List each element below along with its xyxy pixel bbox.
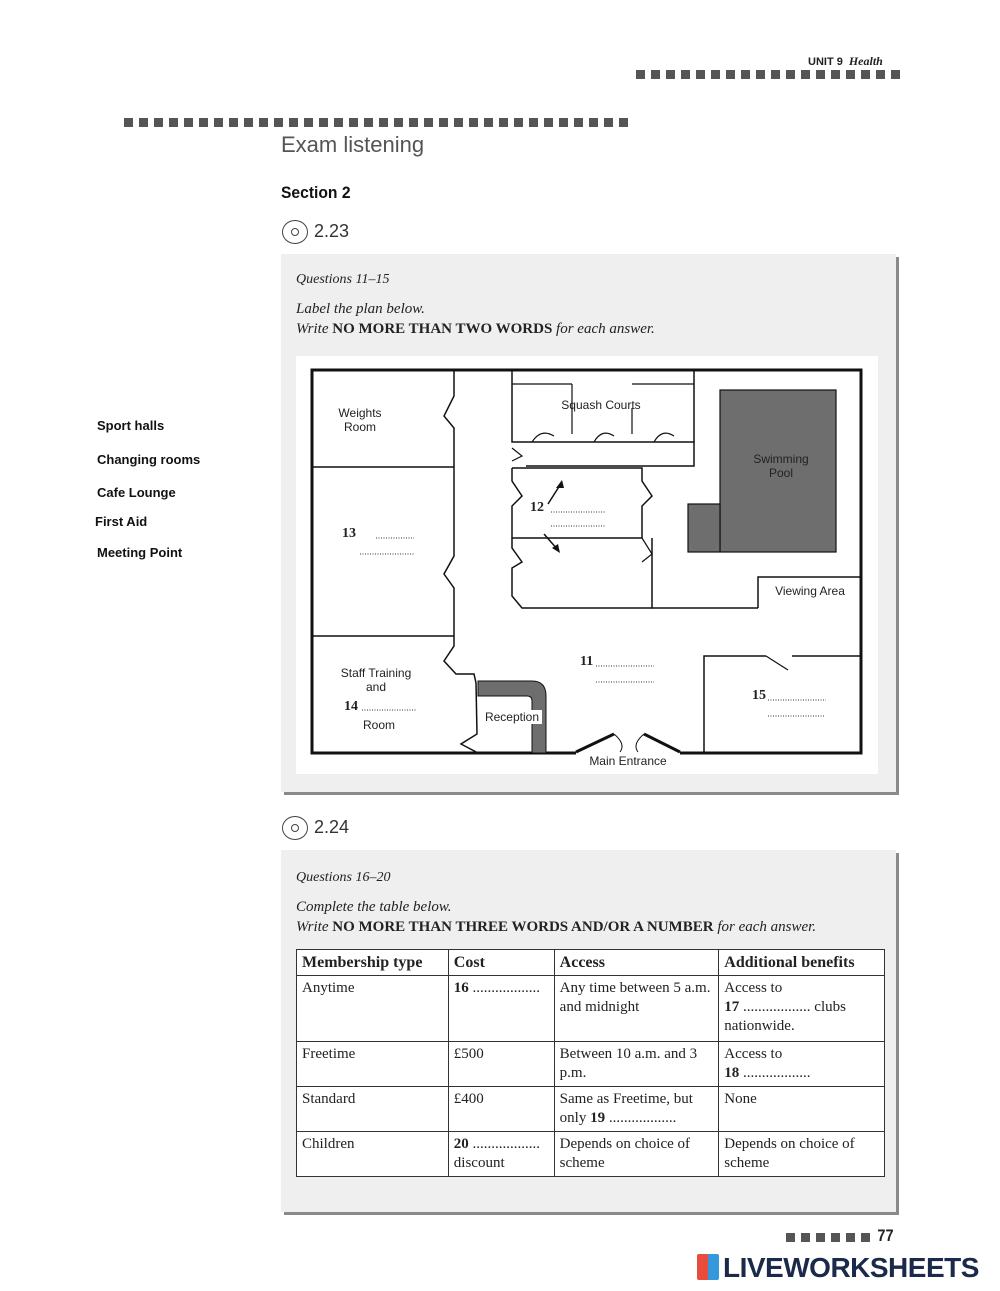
membership-table xyxy=(296,949,885,1177)
table-row xyxy=(297,1042,885,1087)
label-line: Room xyxy=(343,420,376,434)
word-bank-item[interactable]: Meeting Point xyxy=(97,545,183,560)
table-row xyxy=(297,1132,885,1177)
label-line: Pool xyxy=(768,466,794,480)
viewing-area-label: Viewing Area xyxy=(775,584,845,598)
access-cell: Depends on choice of scheme xyxy=(554,1132,719,1177)
benefit-text: Access to xyxy=(724,1046,783,1062)
squash-courts-label: Squash Courts xyxy=(561,398,641,412)
question-19: 19 xyxy=(590,1110,606,1126)
word-bank-item[interactable]: Changing rooms xyxy=(97,452,201,467)
question-12[interactable]: 12 xyxy=(530,500,544,515)
question-11[interactable]: 11 xyxy=(580,654,594,669)
questions-label-2: Questions 16–20 xyxy=(296,870,391,885)
unit-subject: Health xyxy=(848,54,883,68)
question-18: 18 xyxy=(724,1065,740,1081)
access-cell: Between 10 a.m. and 3 p.m. xyxy=(554,1042,719,1087)
logo-icon xyxy=(697,1254,719,1280)
label-line: Swimming xyxy=(753,452,809,466)
header-dot-rule xyxy=(636,70,906,79)
question-14[interactable]: 14 xyxy=(344,699,358,714)
cost-text: discount xyxy=(453,1155,505,1171)
page-number: 77 xyxy=(877,1226,894,1245)
track-number: 2.23 xyxy=(314,220,350,241)
membership-type: Children xyxy=(297,1132,449,1177)
label-line: Staff Training xyxy=(340,666,412,680)
unit-label: UNIT 9 xyxy=(808,56,843,68)
cost-cell: £500 xyxy=(448,1042,554,1087)
column-header: Access xyxy=(554,950,719,976)
instruction-bold: NO MORE THAN TWO WORDS xyxy=(332,321,553,337)
staff-training-label xyxy=(332,666,420,694)
table-header-row xyxy=(297,950,885,976)
cd-icon xyxy=(282,816,308,840)
table-row xyxy=(297,1087,885,1132)
label-line: and xyxy=(365,680,387,694)
column-header: Additional benefits xyxy=(719,950,885,976)
question-16: 16 xyxy=(453,980,469,996)
question-15[interactable]: 15 xyxy=(752,688,766,703)
footer-dot-rule xyxy=(786,1233,870,1242)
benefit-text: clubs nationwide. xyxy=(724,999,846,1034)
access-cell[interactable]: Same as Freetime, but only 19 .................. xyxy=(554,1087,719,1132)
membership-type: Standard xyxy=(297,1087,449,1132)
question-17: 17 xyxy=(724,999,740,1015)
cost-cell: £400 xyxy=(448,1087,554,1132)
membership-type: Freetime xyxy=(297,1042,449,1087)
word-bank-item[interactable]: Cafe Lounge xyxy=(97,485,176,500)
title-dot-rule xyxy=(124,118,634,127)
floor-plan xyxy=(296,356,878,774)
section-heading: Section 2 xyxy=(281,183,351,202)
benefit-cell[interactable]: Access to 18 .................. xyxy=(719,1042,885,1087)
room-label: Room xyxy=(362,718,395,732)
access-cell: Any time between 5 a.m. and midnight xyxy=(554,976,719,1042)
instruction-text: Write xyxy=(296,321,333,337)
swimming-pool-label xyxy=(736,452,826,480)
page-title: Exam listening xyxy=(281,132,425,157)
brand-name: LIVEWORKSHEETS xyxy=(723,1252,979,1283)
word-bank-item[interactable]: First Aid xyxy=(95,514,148,529)
weights-room-label xyxy=(328,406,392,434)
table-row xyxy=(297,976,885,1042)
questions-label-1: Questions 11–15 xyxy=(296,272,390,287)
question-13[interactable]: 13 xyxy=(342,526,356,541)
main-entrance-label: Main Entrance xyxy=(589,754,667,768)
word-bank-item[interactable]: Sport halls xyxy=(97,418,165,433)
column-header: Cost xyxy=(448,950,554,976)
instruction-text: for each answer. xyxy=(552,321,655,337)
membership-type: Anytime xyxy=(297,976,449,1042)
audio-track-1[interactable] xyxy=(282,220,349,244)
instruction-text: Write xyxy=(296,919,333,935)
access-text: Same as Freetime, but only xyxy=(559,1091,693,1126)
brand-logo xyxy=(697,1252,979,1284)
label-line: Weights xyxy=(338,406,382,420)
reception-label: Reception xyxy=(482,710,542,724)
cost-cell[interactable]: 16 .................. xyxy=(448,976,554,1042)
instruction-4 xyxy=(296,918,816,937)
benefit-text: Access to xyxy=(724,980,783,996)
track-number: 2.24 xyxy=(314,816,350,837)
benefit-cell: Depends on choice of scheme xyxy=(719,1132,885,1177)
instruction-bold: NO MORE THAN THREE WORDS AND/OR A NUMBER xyxy=(332,919,714,935)
column-header: Membership type xyxy=(297,950,449,976)
instruction-2 xyxy=(296,320,655,339)
instruction-text: for each answer. xyxy=(713,919,817,935)
question-20: 20 xyxy=(453,1136,469,1152)
cost-cell[interactable]: 20 .................. discount xyxy=(448,1132,554,1177)
audio-track-2[interactable] xyxy=(282,816,349,840)
benefit-cell[interactable]: Access to 17 .................. clubs nationwide. xyxy=(719,976,885,1042)
unit-header xyxy=(808,54,883,69)
benefit-cell: None xyxy=(719,1087,885,1132)
instruction-3: Complete the table below. xyxy=(296,899,452,915)
instruction-1: Label the plan below. xyxy=(296,301,425,317)
cd-icon xyxy=(282,220,308,244)
